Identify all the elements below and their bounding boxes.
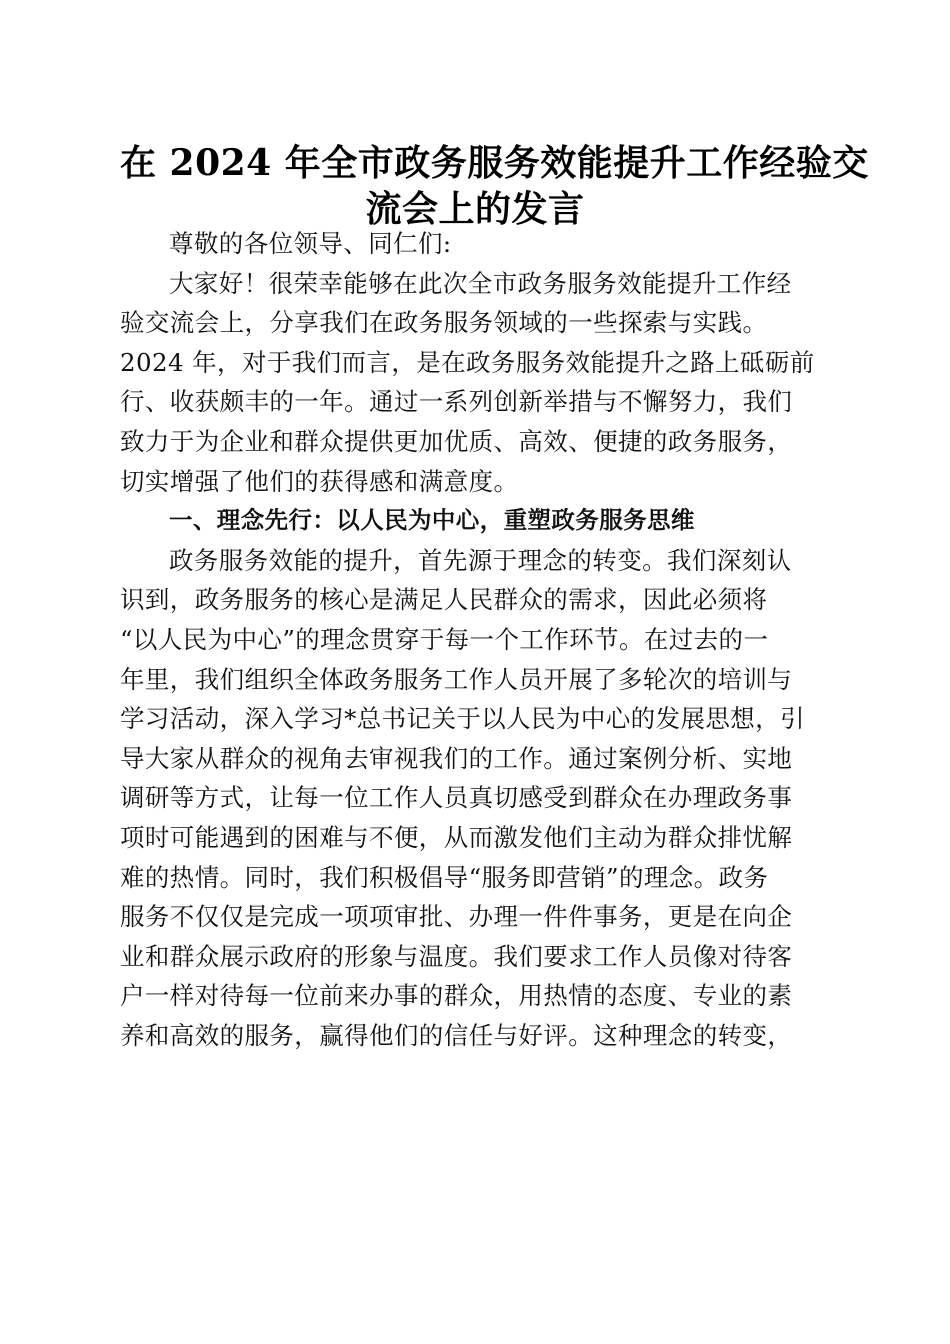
- paragraph-line: 项时可能遇到的困难与不便，从而激发他们主动为群众排忧解: [120, 822, 793, 852]
- paragraph-line: 致力于为企业和群众提供更加优质、高效、便捷的政务服务，: [120, 426, 793, 456]
- paragraph-line: 行、收获颇丰的一年。通过一系列创新举措与不懈努力，我们: [120, 387, 793, 417]
- paragraph-line: 验交流会上，分享我们在政务服务领域的一些探索与实践。: [120, 308, 768, 338]
- paragraph-line: 服务不仅仅是完成一项项审批、办理一件件事务，更是在向企: [120, 902, 793, 932]
- paragraph-line: 养和高效的服务，赢得他们的信任与好评。这种理念的转变，: [120, 1020, 793, 1050]
- paragraph-line: 调研等方式，让每一位工作人员真切感受到群众在办理政务事: [120, 783, 793, 813]
- paragraph-line: 识到，政务服务的核心是满足人民群众的需求，因此必须将: [120, 585, 768, 615]
- paragraph-line: 难的热情。同时，我们积极倡导“服务即营销”的理念。政务: [120, 862, 769, 892]
- paragraph-line: 大家好！很荣幸能够在此次全市政务服务效能提升工作经: [169, 268, 792, 298]
- title-line-1: 在 2024 年全市政务服务效能提升工作经验交: [120, 142, 869, 184]
- salutation: 尊敬的各位领导、同仁们:: [169, 229, 452, 258]
- document-body: [120, 224, 830, 1055]
- paragraph-line: 户一样对待每一位前来办事的群众，用热情的态度、专业的素: [120, 981, 793, 1011]
- paragraph-line: 2024 年，对于我们而言，是在政务服务效能提升之路上砥砺前: [120, 347, 815, 377]
- paragraph-line: 学习活动，深入学习*总书记关于以人民为中心的发展思想，引: [120, 704, 805, 734]
- title-line-2: 流会上的发言: [365, 188, 585, 230]
- section-heading: 一、理念先行：以人民为中心，重塑政务服务思维: [169, 506, 695, 535]
- paragraph-line: “以人民为中心”的理念贯穿于每一个工作环节。在过去的一: [120, 624, 769, 654]
- paragraph-line: 切实增强了他们的获得感和满意度。: [120, 466, 519, 496]
- paragraph-line: 年里，我们组织全体政务服务工作人员开展了多轮次的培训与: [120, 664, 793, 694]
- paragraph-line: 业和群众展示政府的形象与温度。我们要求工作人员像对待客: [120, 941, 793, 971]
- paragraph-line: 导大家从群众的视角去审视我们的工作。通过案例分析、实地: [120, 743, 793, 773]
- paragraph-line: 政务服务效能的提升，首先源于理念的转变。我们深刻认: [169, 545, 792, 575]
- document-title: [120, 140, 869, 232]
